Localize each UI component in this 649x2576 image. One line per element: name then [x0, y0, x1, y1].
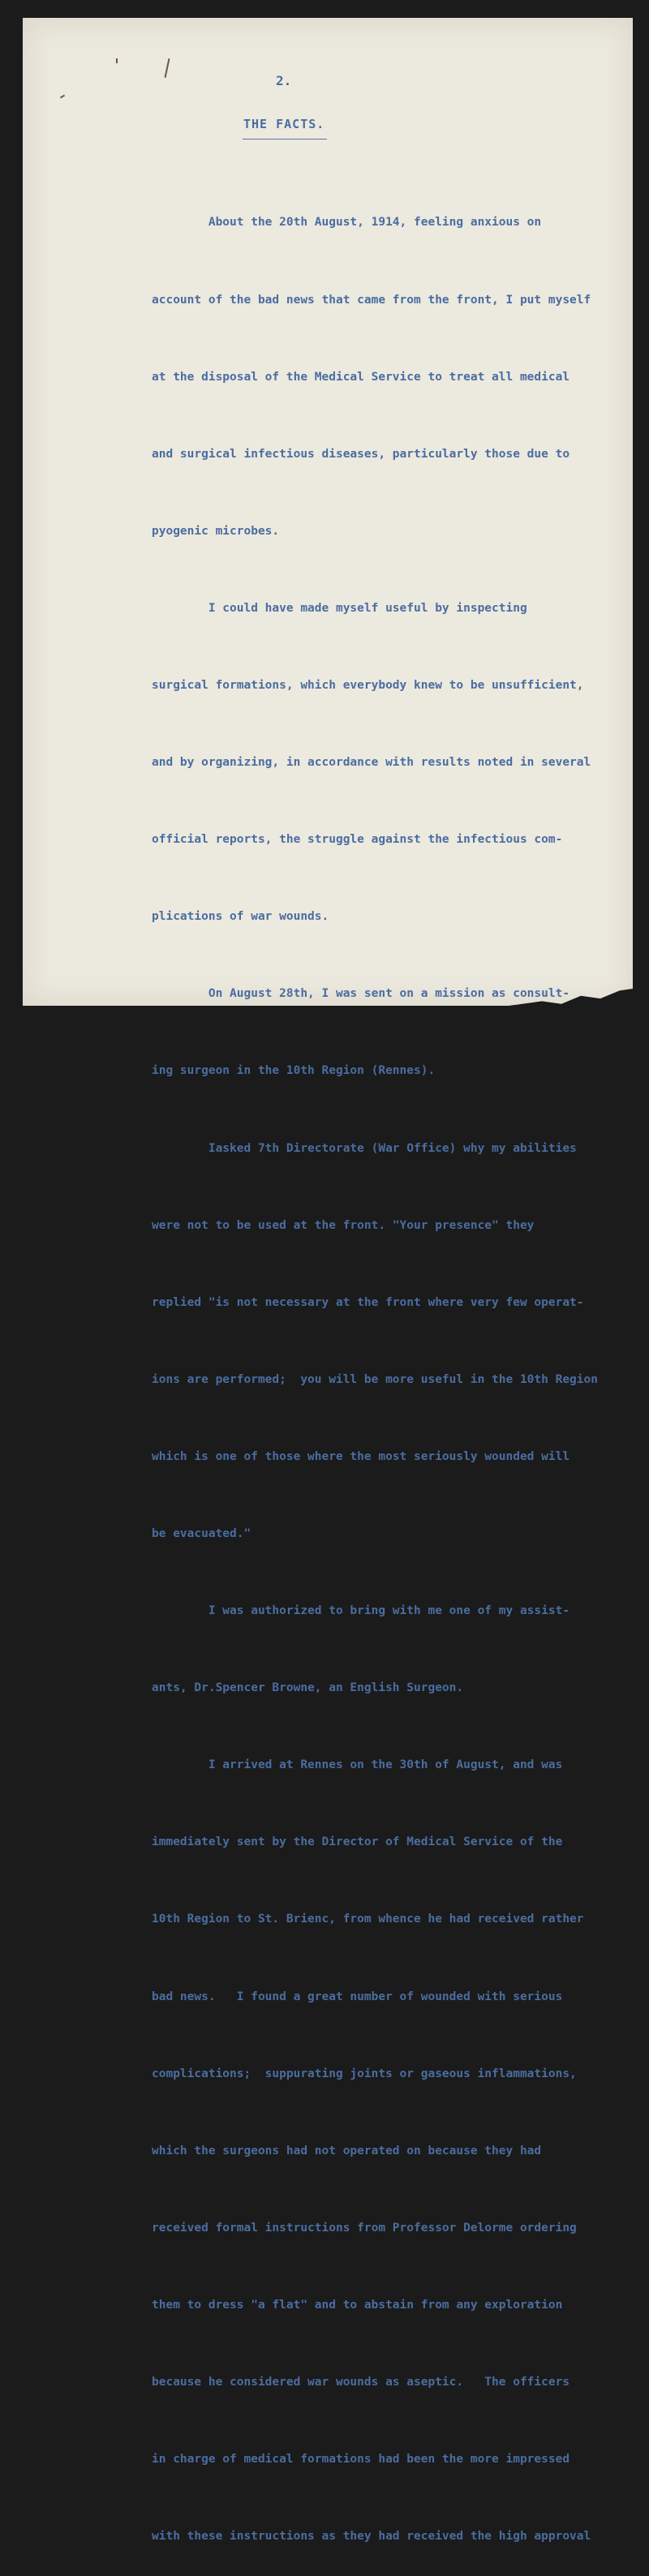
text-line: were not to be used at the front. "Your presence" they	[152, 1218, 535, 1232]
text-line: received formal instructions from Professor Delorme ordering	[152, 2221, 577, 2235]
text-line: 10th Region to St. Brienc, from whence he had received rather	[152, 1913, 584, 1926]
text-line: be evacuated."	[152, 1527, 251, 1540]
text-line: because he considered war wounds as aseptic. The officers	[152, 2376, 570, 2389]
text-line: official reports, the struggle against the infectious com-	[152, 833, 563, 847]
text-line: I arrived at Rennes on the 30th of August, and was	[152, 1758, 563, 1772]
text-line: I could have made myself useful by inspecting	[152, 601, 527, 615]
text-line: ants, Dr.Spencer Browne, an English Surgeon.	[152, 1681, 464, 1695]
text-line: immediately sent by the Director of Medical Service of the	[152, 1835, 563, 1849]
text-line: replied "is not necessary at the front where very few operat-	[152, 1295, 584, 1309]
text-line: I was authorized to bring with me one of my assist-	[152, 1604, 570, 1618]
text-line: Iasked 7th Directorate (War Office) why my abilities	[152, 1141, 577, 1155]
text-line: account of the bad news that came from the front, I put myself	[152, 293, 591, 307]
text-line: and surgical infectious diseases, particularly those due to	[152, 447, 570, 461]
page-number: 2.	[276, 73, 292, 88]
text-line: them to dress "a flat" and to abstain from any exploration	[152, 2298, 563, 2312]
text-line: which is one of those where the most seriously wounded will	[152, 1449, 570, 1463]
text-line: On August 28th, I was sent on a mission as consult-	[152, 987, 570, 1001]
text-line: bad news. I found a great number of wounded with serious	[152, 1990, 563, 2003]
body-text	[152, 159, 630, 2576]
text-line: ing surgeon in the 10th Region (Rennes).	[152, 1064, 436, 1078]
text-line: complications; suppurating joints or gaseous inflammations,	[152, 2067, 577, 2080]
text-line: About the 20th August, 1914, feeling anxious on	[152, 216, 542, 230]
text-line: with these instructions as they had received the high approval	[152, 2530, 591, 2544]
text-line: pyogenic microbes.	[152, 524, 280, 538]
heading-underline	[243, 139, 327, 140]
text-line: plications of war wounds.	[152, 910, 329, 924]
text-line: and by organizing, in accordance with results noted in several	[152, 756, 591, 770]
text-line: in charge of medical formations had been the more impressed	[152, 2453, 570, 2467]
section-heading: THE FACTS.	[243, 117, 325, 131]
text-line: ions are performed; you will be more useful in the 10th Region	[152, 1372, 598, 1386]
pencil-mark	[116, 58, 118, 63]
text-line: surgical formations, which everybody knew to be unsufficient,	[152, 678, 584, 692]
text-line: which the surgeons had not operated on because they had	[152, 2144, 542, 2157]
text-line: at the disposal of the Medical Service to treat all medical	[152, 370, 570, 384]
